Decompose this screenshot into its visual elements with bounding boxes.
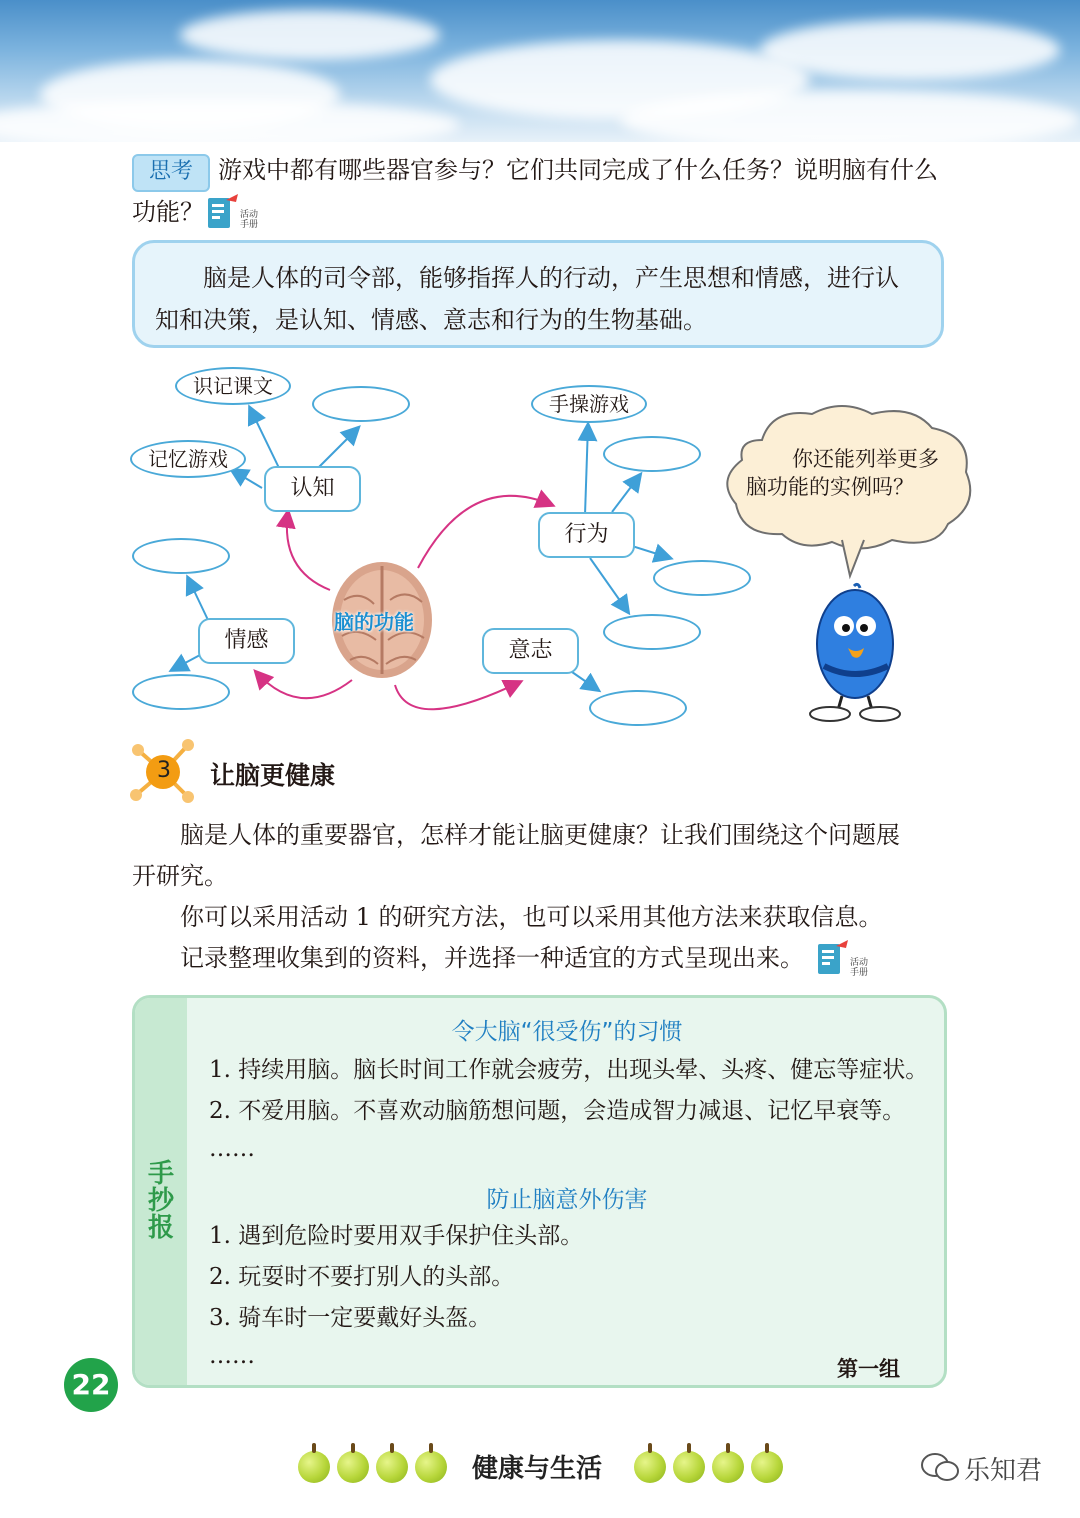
note-title-injury: 防止脑意外伤害 (486, 1187, 648, 1213)
bubble-line1: 你还能列举更多 (792, 447, 939, 471)
para3: 记录整理收集到的资料，并选择一种适宜的方式呈现出来。 (180, 944, 804, 972)
note-habit-item: 2. 不爱用脑。不喜欢动脑筋想问题，会造成智力减退、记忆早衰等。 (209, 1098, 906, 1124)
para1-line1: 脑是人体的重要器官，怎样才能让脑更健康？让我们围绕这个问题展 (180, 821, 900, 849)
wechat-icon (920, 1452, 960, 1482)
note-side-char: 报 (147, 1213, 174, 1243)
note-ellipsis: …… (209, 1136, 255, 1162)
answer-line2: 知和决策，是认知、情感、意志和行为的生物基础。 (155, 306, 707, 334)
think-question-line1: 游戏中都有哪些器官参与？它们共同完成了什么任务？说明脑有什么 (218, 156, 938, 184)
apple-icon (634, 1451, 666, 1483)
note-injury-item: 1. 遇到危险时要用双手保护住头部。 (209, 1223, 584, 1249)
para1-line2: 开研究。 (132, 862, 228, 890)
note-injury-item: 3. 骑车时一定要戴好头盔。 (209, 1305, 492, 1331)
answer-line1: 脑是人体的司令部，能够指挥人的行动，产生思想和情感，进行认 (203, 264, 899, 292)
apple-icon (376, 1451, 408, 1483)
page-number: 22 (64, 1358, 118, 1412)
think-tag: 思考 (132, 154, 210, 192)
apple-icon (337, 1451, 369, 1483)
section-number: 3 (157, 758, 171, 783)
node-behavior: 行为 (538, 512, 635, 558)
think-question-line2: 功能？ (132, 198, 204, 226)
activity-book-label: 活动手册 (850, 958, 869, 978)
apple-icon (415, 1451, 447, 1483)
watermark-text: 乐知君 (964, 1456, 1043, 1486)
apple-icon (298, 1451, 330, 1483)
apple-icon (712, 1451, 744, 1483)
note-side-char: 手 (147, 1159, 174, 1189)
leaf-memory-game: 记忆游戏 (130, 440, 246, 478)
note-side-char: 抄 (147, 1186, 174, 1216)
note-title-habits: 令大脑“很受伤”的习惯 (451, 1019, 683, 1045)
book-title: 健康与生活 (472, 1454, 603, 1484)
section-title: 让脑更健康 (210, 761, 336, 790)
apple-icon (673, 1451, 705, 1483)
note-ellipsis: …… (209, 1343, 255, 1369)
blank-oval (603, 436, 701, 472)
blank-oval (589, 690, 687, 726)
apple-icon (751, 1451, 783, 1483)
node-will: 意志 (482, 628, 579, 674)
bubble-line2: 脑功能的实例吗？ (746, 475, 914, 499)
note-injury-item: 2. 玩耍时不要打别人的头部。 (209, 1264, 515, 1290)
leaf-recite-text: 识记课文 (175, 367, 291, 405)
para2: 你可以采用活动 1 的研究方法，也可以采用其他方法来获取信息。 (180, 903, 883, 931)
blank-oval (132, 538, 230, 574)
activity-book-icon (816, 938, 850, 982)
leaf-hand-game: 手操游戏 (531, 385, 647, 423)
note-side-strip (135, 998, 187, 1385)
activity-book-label: 活动手册 (240, 210, 259, 230)
node-emotion: 情感 (198, 618, 295, 664)
blank-oval (603, 614, 701, 650)
note-habit-item: 1. 持续用脑。脑长时间工作就会疲劳，出现头晕、头疼、健忘等症状。 (209, 1057, 929, 1083)
blank-oval (132, 674, 230, 710)
blank-oval (312, 386, 410, 422)
mindmap-center-label: 脑的功能 (334, 610, 414, 634)
handcopy-newspaper-box (132, 995, 947, 1388)
node-cognition: 认知 (264, 466, 361, 512)
mascot-character (800, 582, 910, 724)
note-group-label: 第一组 (837, 1357, 900, 1381)
